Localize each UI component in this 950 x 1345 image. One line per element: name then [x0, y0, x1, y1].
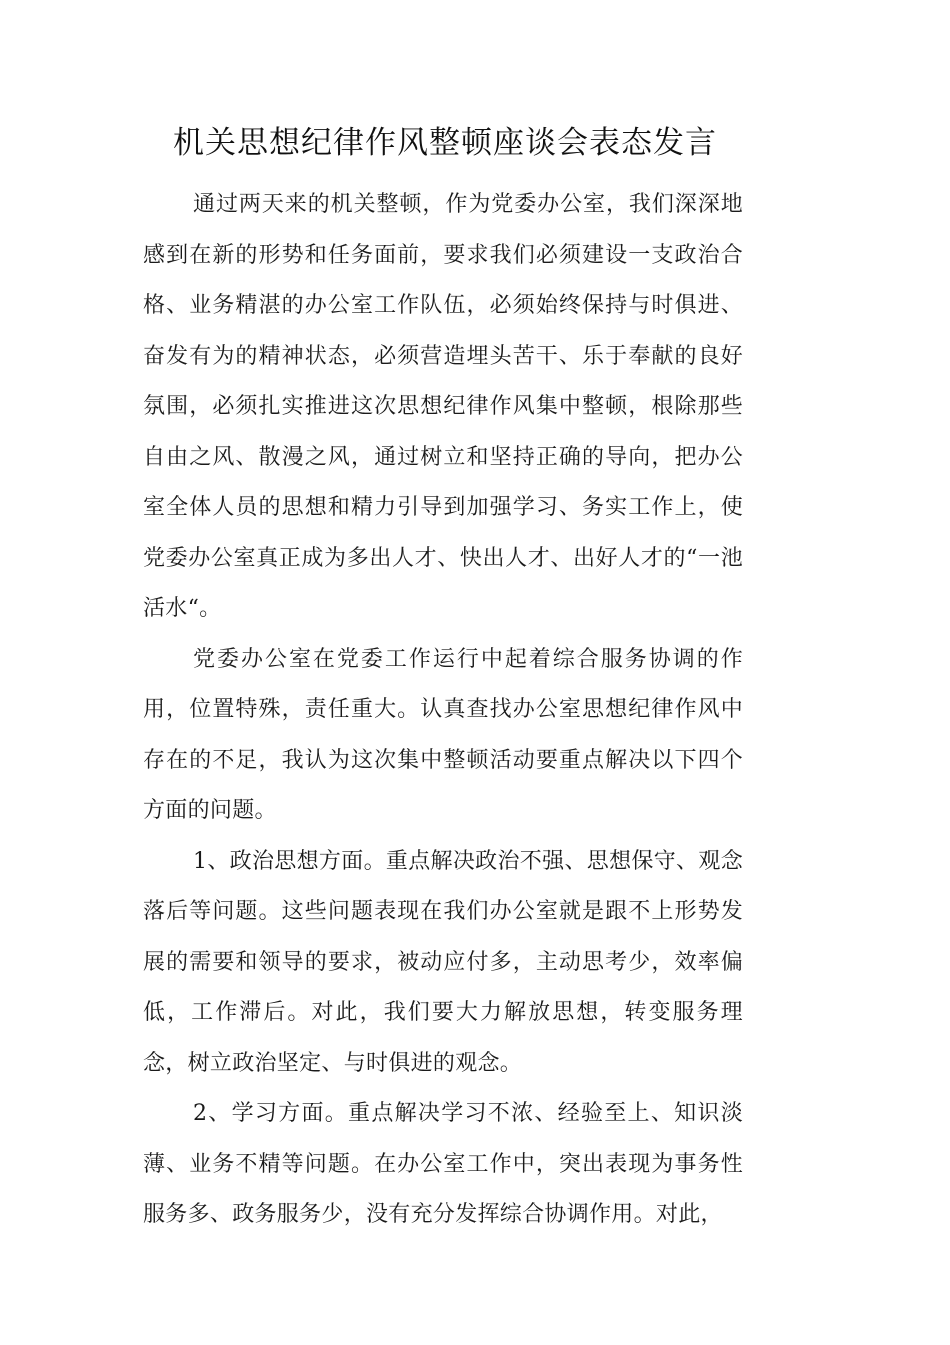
- paragraph-role: 党委办公室在党委工作运行中起着综合服务协调的作用，位置特殊，责任重大。认真查找办公室思想纪律作风中存在的不足，我认为这次集中整顿活动要重点解决以下四个方面的问题。: [143, 646, 743, 823]
- paragraph-intro: 通过两天来的机关整顿，作为党委办公室，我们深深地感到在新的形势和任务面前，要求我们必须建设一支政治合格、业务精湛的办公室工作队伍，必须始终保持与时俱进、奋发有为的精神状态，必须营造埋头苦干、乐于奉献的良好氛围，必须扎实推进这次思想纪律作风集中整顿，根除那些自由之风、散漫之风，通过树立和坚持正确的导向，把办公室全体人员的思想和精力引导到加强学习、务实工作上，使党委办公室真正成为多出人才、快出人才、出好人才的“一池活水“。: [143, 192, 743, 621]
- paragraph-point-1: 1、政治思想方面。重点解决政治不强、思想保守、观念落后等问题。这些问题表现在我们办公室就是跟不上形势发展的需要和领导的要求，被动应付多，主动思考少，效率偏低，工作滞后。对此，我们要大力解放思想，转变服务理念，树立政治坚定、与时俱进的观念。: [143, 848, 743, 1076]
- document-body: [143, 180, 743, 1241]
- paragraph-point-2: 2、学习方面。重点解决学习不浓、经验至上、知识淡薄、业务不精等问题。在办公室工作中，突出表现为事务性服务多、政务服务少，没有充分发挥综合协调作用。对此，: [143, 1101, 743, 1227]
- document-title: 机关思想纪律作风整顿座谈会表态发言: [173, 125, 717, 161]
